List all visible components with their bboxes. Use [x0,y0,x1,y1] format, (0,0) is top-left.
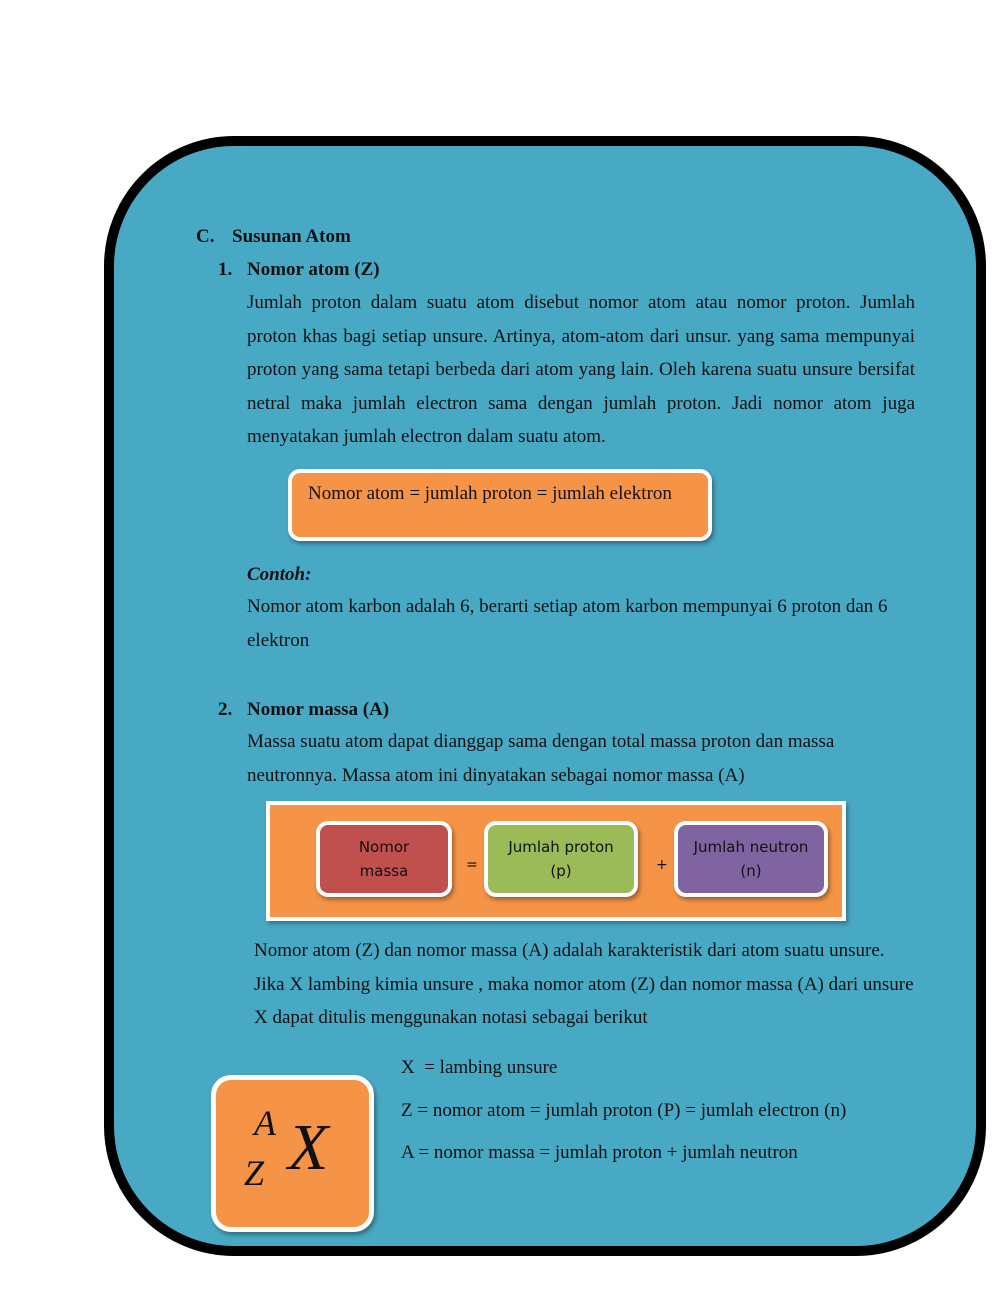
mass-number-box [316,821,452,897]
item2-paragraph: Massa suatu atom dapat dianggap sama dengan total massa proton dan massa neutronnya. Massa atom ini dinyatakan sebagai nomor massa (A) [247,731,835,786]
equals-sign: = [466,857,478,873]
notation-intro-paragraph: Nomor atom (Z) dan nomor massa (A) adalah karakteristik dari atom suatu unsure. Jika X lambing kimia unsure , maka nomor atom (Z) dan nomor massa (A) dari unsure X dapat ditulis menggunakan notasi sebagai berikut [254,940,914,1028]
legend-z: Z = nomor atom = jumlah proton (P) = jumlah electron (n) [401,1100,847,1121]
item2-number: 2. [218,699,233,720]
neutron-count-line2: (n) [740,862,762,880]
neutron-count-line1: Jumlah neutron [693,838,809,856]
atomic-number-formula-box [288,469,712,541]
item1-number: 1. [218,259,233,280]
example-text: Nomor atom karbon adalah 6, berarti setiap atom karbon mempunyai 6 proton dan 6 elektron [247,596,888,651]
example-label: Contoh: [247,564,312,585]
proton-count-line1: Jumlah proton [508,838,614,856]
item2-title: Nomor massa (A) [247,699,390,720]
plus-sign: + [656,857,668,873]
mass-number-diagram [266,801,846,921]
proton-count-box [484,821,638,897]
mass-number-line2: massa [359,862,409,880]
mass-number-symbol: A [254,1103,276,1143]
atomic-number-formula: Nomor atom = jumlah proton = jumlah elektron [308,483,672,504]
legend-a: A = nomor massa = jumlah proton + jumlah neutron [401,1142,798,1163]
item1-paragraph: Jumlah proton dalam suatu atom disebut nomor atom atau nomor proton. Jumlah proton khas bagi setiap unsure. Artinya, atom-atom dari unsur. yang sama mempunyai proton yang sama tetapi berbeda dari atom yang lain. Oleh karena suatu unsure bersifat netral maka jumlah electron sama dengan jumlah proton. Jadi nomor atom juga menyatakan jumlah electron dalam suatu atom. [247,292,915,447]
item1-title: Nomor atom (Z) [247,259,380,280]
mass-number-line1: Nomor [358,838,410,856]
legend-x: X = lambing unsure [401,1057,558,1078]
section-letter: C. [196,226,215,247]
proton-count-line2: (p) [550,862,572,880]
neutron-count-box [674,821,828,897]
element-symbol: X [288,1111,329,1184]
section-title: Susunan Atom [232,226,351,247]
isotope-notation-box [211,1075,374,1232]
atomic-number-symbol: Z [244,1153,265,1193]
